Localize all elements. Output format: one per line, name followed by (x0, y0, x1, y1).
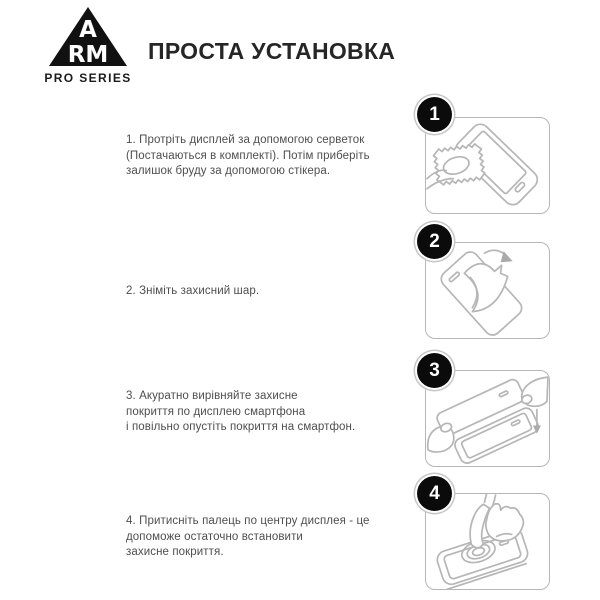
step-2-illustration-box (425, 242, 550, 339)
step-text-line: і повільно опустіть покриття на смартфон. (126, 421, 356, 434)
logo-letters-rm: RM (67, 42, 109, 68)
step-text-line: допоможе остаточно встановити (126, 530, 303, 543)
step-1-text (126, 133, 370, 180)
align-glass-over-phone-icon (426, 371, 549, 466)
peel-protective-layer-icon (426, 243, 549, 338)
step-3-text (126, 389, 355, 436)
step-2-number-badge: 2 (417, 224, 452, 259)
step-text-line: покриття по дисплею смартфона (126, 405, 306, 418)
logo-letter-a: A (79, 17, 97, 43)
step-1-illustration-box (425, 117, 550, 214)
page-title: ПРОСТА УСТАНОВКА (148, 38, 396, 64)
step-text-line: 1. Протріть дисплей за допомогою серветок (126, 134, 365, 146)
wipe-display-with-cloth-icon (426, 118, 549, 213)
step-4-text (126, 514, 370, 561)
step-1-number-badge: 1 (417, 97, 452, 132)
brand-logo (48, 6, 128, 68)
press-finger-center-icon (426, 494, 549, 589)
step-text-line: залишок бруду за допомогою стікера. (126, 165, 331, 178)
logo-series-label: PRO SERIES (44, 71, 132, 85)
step-text-line: захисне покриття. (126, 546, 224, 559)
step-3-number-badge: 3 (417, 353, 452, 388)
step-text-line: 2. Зніміть захисний шар. (126, 285, 260, 297)
step-text-line: 4. Притисніть палець по центру дисплея - це (126, 515, 370, 527)
step-text-line: 3. Акуратно вирівняйте захисне (126, 390, 298, 402)
step-2-text (126, 284, 259, 300)
arm-triangle-logo-icon (48, 6, 128, 68)
step-4-number-badge: 4 (417, 476, 452, 511)
step-text-line: (Постачаються в комплекті). Потім приберіть (126, 149, 370, 162)
